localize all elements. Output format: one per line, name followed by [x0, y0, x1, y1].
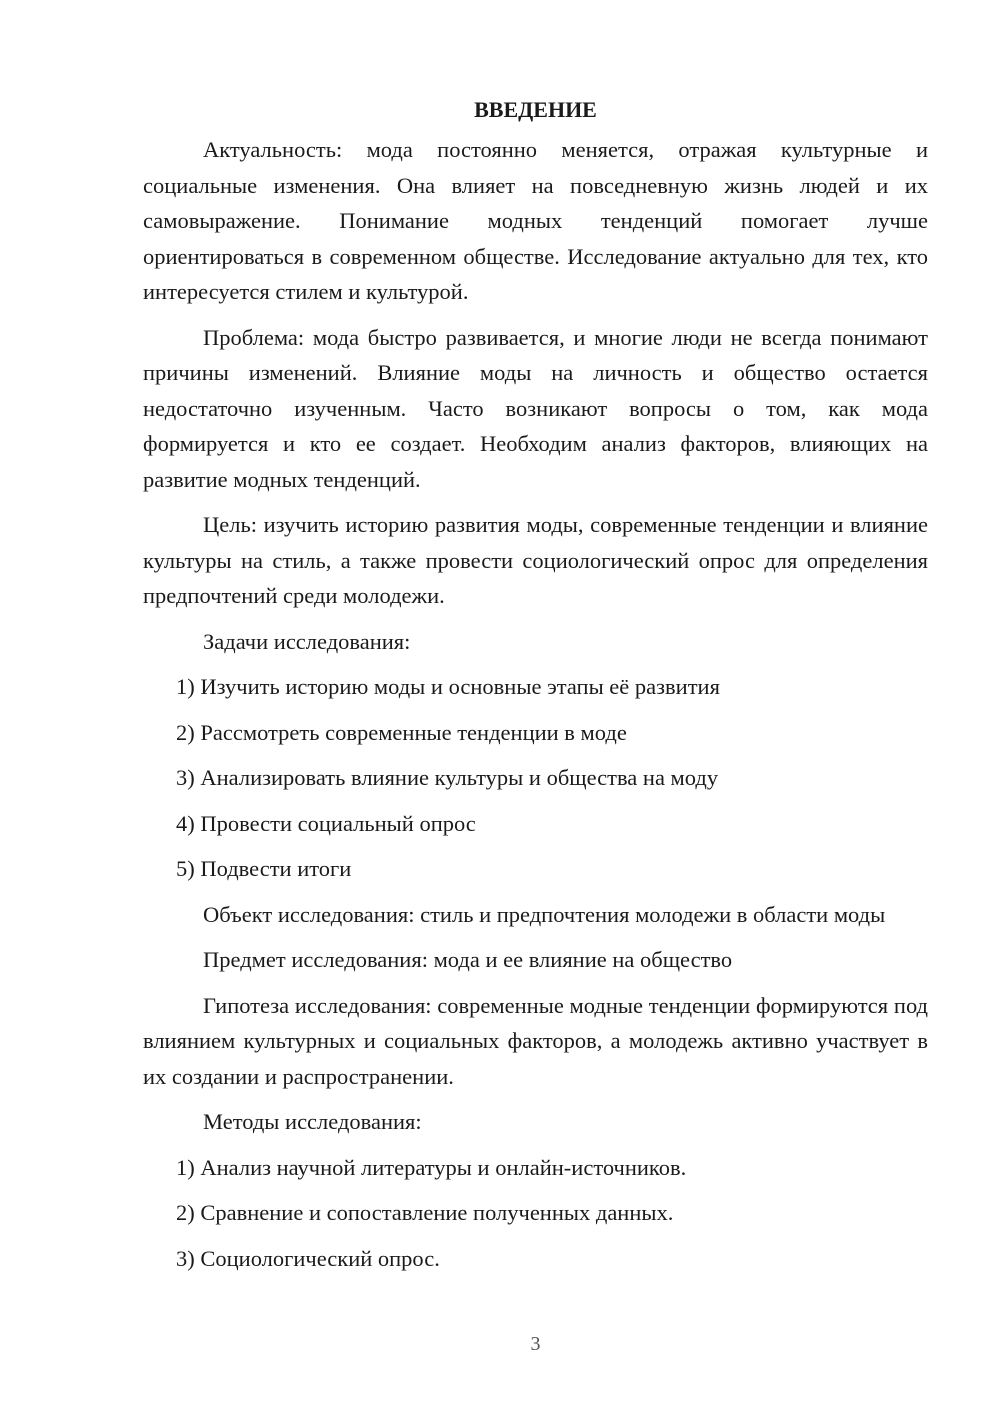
list-item: 1) Анализ научной литературы и онлайн-источников. — [176, 1154, 687, 1180]
problem-paragraph: Проблема: мода быстро развивается, и многие люди не всегда понимают причины изменений. Влияние моды на личность и общество остается недостаточно изученным. Часто возникают вопросы о том, как мода формируется и кто ее создает. Необходим анализ факторов, влияющих на развитие модных тенденций. — [143, 324, 928, 492]
list-item: 2) Рассмотреть современные тенденции в моде — [176, 719, 627, 745]
list-item: 3) Социологический опрос. — [176, 1245, 440, 1271]
object-paragraph: Объект исследования: стиль и предпочтения молодежи в области моды — [203, 901, 886, 927]
tasks-label: Задачи исследования: — [203, 628, 411, 654]
list-item: 2) Сравнение и сопоставление полученных данных. — [176, 1200, 674, 1225]
list-item: 3) Анализировать влияние культуры и общества на моду — [176, 765, 719, 790]
list-item: 5) Подвести итоги — [176, 856, 352, 881]
tasks-list — [143, 669, 928, 887]
subject-paragraph: Предмет исследования: мода и ее влияние на общество — [203, 947, 733, 972]
page-number: 3 — [530, 1333, 541, 1355]
list-item: 1) Изучить историю моды и основные этапы её развития — [176, 674, 720, 699]
page-title: ВВЕДЕНИЕ — [474, 97, 597, 122]
relevance-paragraph: Актуальность: мода постоянно меняется, отражая культурные и социальные изменения. Она влияет на повседневную жизнь людей и их самовыражение. Понимание модных тенденций помогает лучше ориентироваться в современном обществе. Исследование актуально для тех, кто интересуется стилем и культурой. — [143, 137, 928, 304]
hypothesis-paragraph: Гипотеза исследования: современные модные тенденции формируются под влиянием культурных и социальных факторов, а молодежь активно участвует в их создании и распространении. — [143, 992, 928, 1089]
methods-label: Методы исследования: — [203, 1109, 422, 1134]
goal-paragraph: Цель: изучить историю развития моды, современные тенденции и влияние культуры на стиль, а также провести социологический опрос для определения предпочтений среди молодежи. — [143, 512, 928, 608]
methods-list — [143, 1150, 928, 1277]
document-page — [143, 92, 928, 1286]
list-item: 4) Провести социальный опрос — [176, 810, 476, 836]
